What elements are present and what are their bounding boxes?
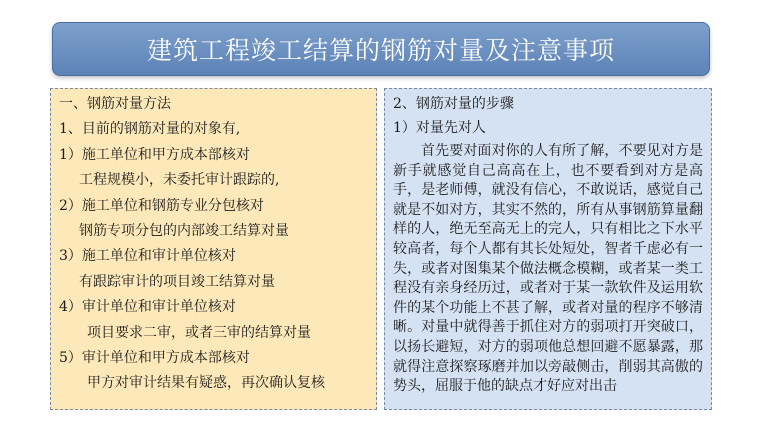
method-line: 1、目前的钢筋对量的对象有, [59,121,241,138]
steps-heading: 2、钢筋对量的步骤 [393,96,514,112]
title-banner [52,22,710,76]
method-detail-line: 工程规模小，未委托审计跟踪的, [79,172,280,189]
method-detail-line: 有跟踪审计的项目竣工结算对量 [79,273,275,290]
method-detail-line: 项目要求二审，或者三审的结算对量 [87,324,311,341]
steps-paragraph: 首先要对面对你的人有所了解，不要见对方是新手就感觉自己高高在上，也不要看到对方是高手，是老师傅，就没有信心，不敢说话，感觉自己就是不如对方，其实不然的，所有从事钢筋算量翻样的人，绝无至高无上的完人，只有相比之下水平较高者，每个人都有其长处短处，智者千虑必有一失，或者对图集某个做法概念模糊，或者某一类工程没有亲身经历过，或者对于某一款软件及运用软件的某个功能上不甚了解，或者对量的程序不够清晰。对量中就得善于抓住对方的弱项打开突破口，以扬长避短，对方的弱项他总想回避不愿暴露，那就得注意探察琢磨并加以旁敲侧击，削弱其高傲的势头，屈服于他的缺点才好应对出击 [393,143,703,395]
method-panel [50,88,377,410]
method-detail-line: 钢筋专项分包的内部竣工结算对量 [79,223,289,240]
method-line: 3）施工单位和审计单位核对 [59,248,236,265]
method-line: 1）施工单位和甲方成本部核对 [59,146,250,163]
method-line: 4）审计单位和审计单位核对 [59,299,236,316]
method-line: 2）施工单位和钢筋专业分包核对 [59,197,264,214]
steps-subheading: 1）对量先对人 [393,120,486,136]
method-line: 5）审计单位和甲方成本部核对 [59,350,250,367]
page-title: 建筑工程竣工结算的钢筋对量及注意事项 [146,36,615,65]
method-line: 一、钢筋对量方法 [59,96,171,112]
steps-panel [384,88,712,410]
method-detail-line: 甲方对审计结果有疑惑，再次确认复核 [87,375,325,392]
